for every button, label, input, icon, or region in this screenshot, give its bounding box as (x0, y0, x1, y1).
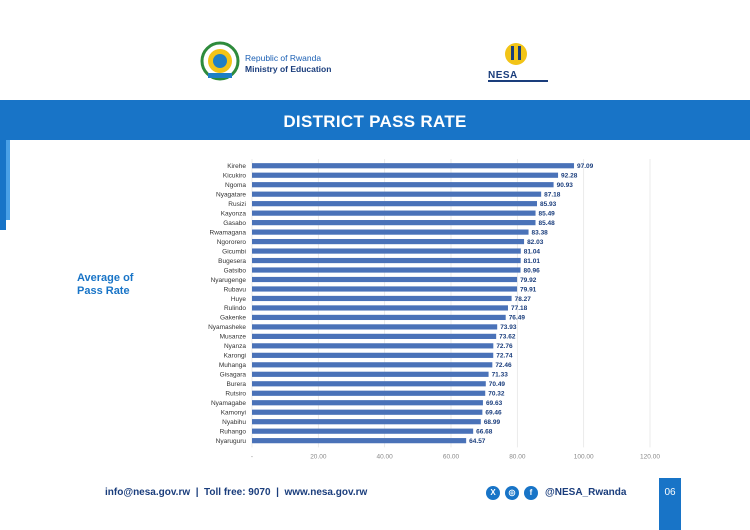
data-label: 72.74 (496, 352, 513, 360)
data-label: 85.93 (540, 200, 557, 208)
data-label: 72.46 (495, 362, 512, 370)
page-number: 06 (664, 487, 676, 498)
data-label: 90.93 (556, 182, 573, 189)
data-label: 69.63 (485, 400, 503, 408)
bar (252, 343, 493, 348)
category-label: Burera (226, 381, 246, 389)
x-tick-label: - (250, 453, 254, 461)
category-label: Gicumbi (222, 248, 246, 256)
bar (252, 400, 483, 405)
data-label: 81.01 (523, 257, 540, 265)
data-label: 73.62 (499, 333, 516, 341)
x-tick-label: 120.00 (640, 453, 660, 461)
category-label: Gatsibo (223, 267, 246, 275)
data-label: 80.96 (523, 267, 540, 275)
category-label: Huye (230, 295, 246, 303)
data-label: 64.57 (469, 437, 486, 445)
x-tick-label: 100.00 (573, 453, 594, 461)
category-label: Nyaruguru (215, 437, 246, 445)
bar (252, 277, 517, 282)
data-label: 77.18 (510, 305, 528, 313)
category-label: Rusizi (228, 200, 246, 208)
y-axis-label-line-2: Pass Rate (77, 285, 130, 297)
x-tick-label: 80.00 (509, 453, 526, 461)
category-label: Nyamagabe (210, 400, 246, 408)
bar (252, 429, 473, 434)
banner-accent-light (6, 140, 10, 220)
bar (252, 248, 521, 253)
category-label: Gasabo (223, 219, 246, 227)
footer-contact: info@nesa.gov.rw | Toll free: 9070 | www.nesa.gov.rw (105, 487, 368, 498)
data-label: 69.46 (485, 409, 502, 417)
data-label: 72.76 (496, 343, 513, 351)
category-label: Kamonyi (220, 409, 246, 417)
data-label: 71.33 (491, 371, 508, 379)
data-label: 70.49 (488, 381, 506, 389)
category-label: Rulindo (223, 305, 246, 313)
data-label: 66.68 (476, 428, 493, 436)
x-icon[interactable]: X (486, 486, 500, 500)
category-label: Rwamagana (209, 229, 246, 237)
page-number-box (659, 478, 681, 530)
bar (252, 315, 506, 320)
bar (252, 239, 524, 244)
data-label: 85.49 (538, 210, 555, 218)
bar (252, 362, 492, 367)
x-tick-label: 60.00 (442, 453, 460, 461)
category-label: Nyanza (223, 343, 246, 351)
bar (252, 381, 486, 386)
bar (252, 419, 481, 424)
republic-label: Republic of Rwanda (245, 53, 322, 63)
category-label: Muhanga (218, 362, 246, 370)
data-label: 79.92 (520, 276, 537, 284)
y-axis-label (77, 272, 133, 298)
ministry-label: Ministry of Education (245, 64, 332, 74)
category-label: Bugesera (218, 257, 246, 265)
category-label: Kirehe (227, 163, 246, 171)
page-title: DISTRICT PASS RATE (283, 112, 467, 131)
bar (252, 267, 521, 272)
bar (252, 173, 558, 178)
page-header (0, 0, 750, 100)
y-axis-label-line-1: Average of (77, 272, 134, 284)
nesa-logo-text: NESA (488, 70, 518, 81)
ministry-text (245, 53, 331, 75)
bar (252, 286, 517, 291)
category-label: Kicukiro (222, 172, 246, 180)
category-label: Gisagara (219, 371, 246, 379)
data-label: 68.99 (483, 419, 501, 426)
facebook-icon[interactable]: f (524, 486, 538, 500)
category-label: Ngororero (216, 238, 246, 246)
bar (252, 391, 485, 396)
district-pass-rate-chart (150, 155, 670, 465)
data-label: 87.18 (544, 191, 561, 199)
data-label: 81.04 (523, 248, 541, 256)
data-label: 79.91 (520, 286, 537, 294)
category-label: Rutsiro (225, 390, 246, 398)
data-label: 76.49 (508, 314, 525, 322)
x-tick-label: 40.00 (376, 453, 393, 461)
data-label: 70.32 (488, 390, 505, 398)
bar (252, 220, 536, 225)
bar (252, 353, 493, 358)
category-label: Musanze (219, 333, 246, 341)
category-label: Ngoma (225, 182, 246, 189)
bar (252, 324, 497, 329)
bar (252, 211, 536, 216)
bar (252, 182, 554, 187)
bar (252, 410, 482, 415)
category-label: Ruhango (219, 428, 246, 436)
data-label: 85.48 (538, 219, 555, 227)
rwanda-coat-of-arms-icon (200, 41, 240, 81)
data-label: 78.27 (514, 295, 531, 303)
instagram-icon[interactable]: ◎ (505, 486, 519, 500)
category-label: Gakenke (219, 314, 246, 322)
category-label: Nyagatare (216, 191, 246, 199)
data-label: 97.09 (577, 163, 594, 171)
bar (252, 305, 508, 310)
x-tick-label: 20.00 (310, 453, 327, 461)
data-label: 92.28 (561, 172, 578, 180)
bar (252, 296, 512, 301)
bar (252, 230, 529, 235)
data-label: 73.93 (500, 324, 517, 332)
social-handle[interactable]: @NESA_Rwanda (545, 487, 627, 498)
category-label: Nyarugenge (210, 276, 246, 284)
category-label: Kayonza (220, 210, 246, 218)
bar (252, 438, 466, 443)
bar (252, 372, 489, 377)
category-label: Nyamasheke (208, 324, 246, 332)
bar (252, 163, 574, 168)
bar (252, 258, 521, 263)
bar (252, 201, 537, 206)
category-label: Nyabihu (222, 419, 246, 426)
bar (252, 192, 541, 197)
data-label: 82.03 (527, 238, 544, 246)
bar (252, 334, 496, 339)
category-label: Rubavu (223, 286, 246, 294)
data-label: 83.38 (531, 229, 548, 237)
category-label: Karongi (223, 352, 246, 360)
